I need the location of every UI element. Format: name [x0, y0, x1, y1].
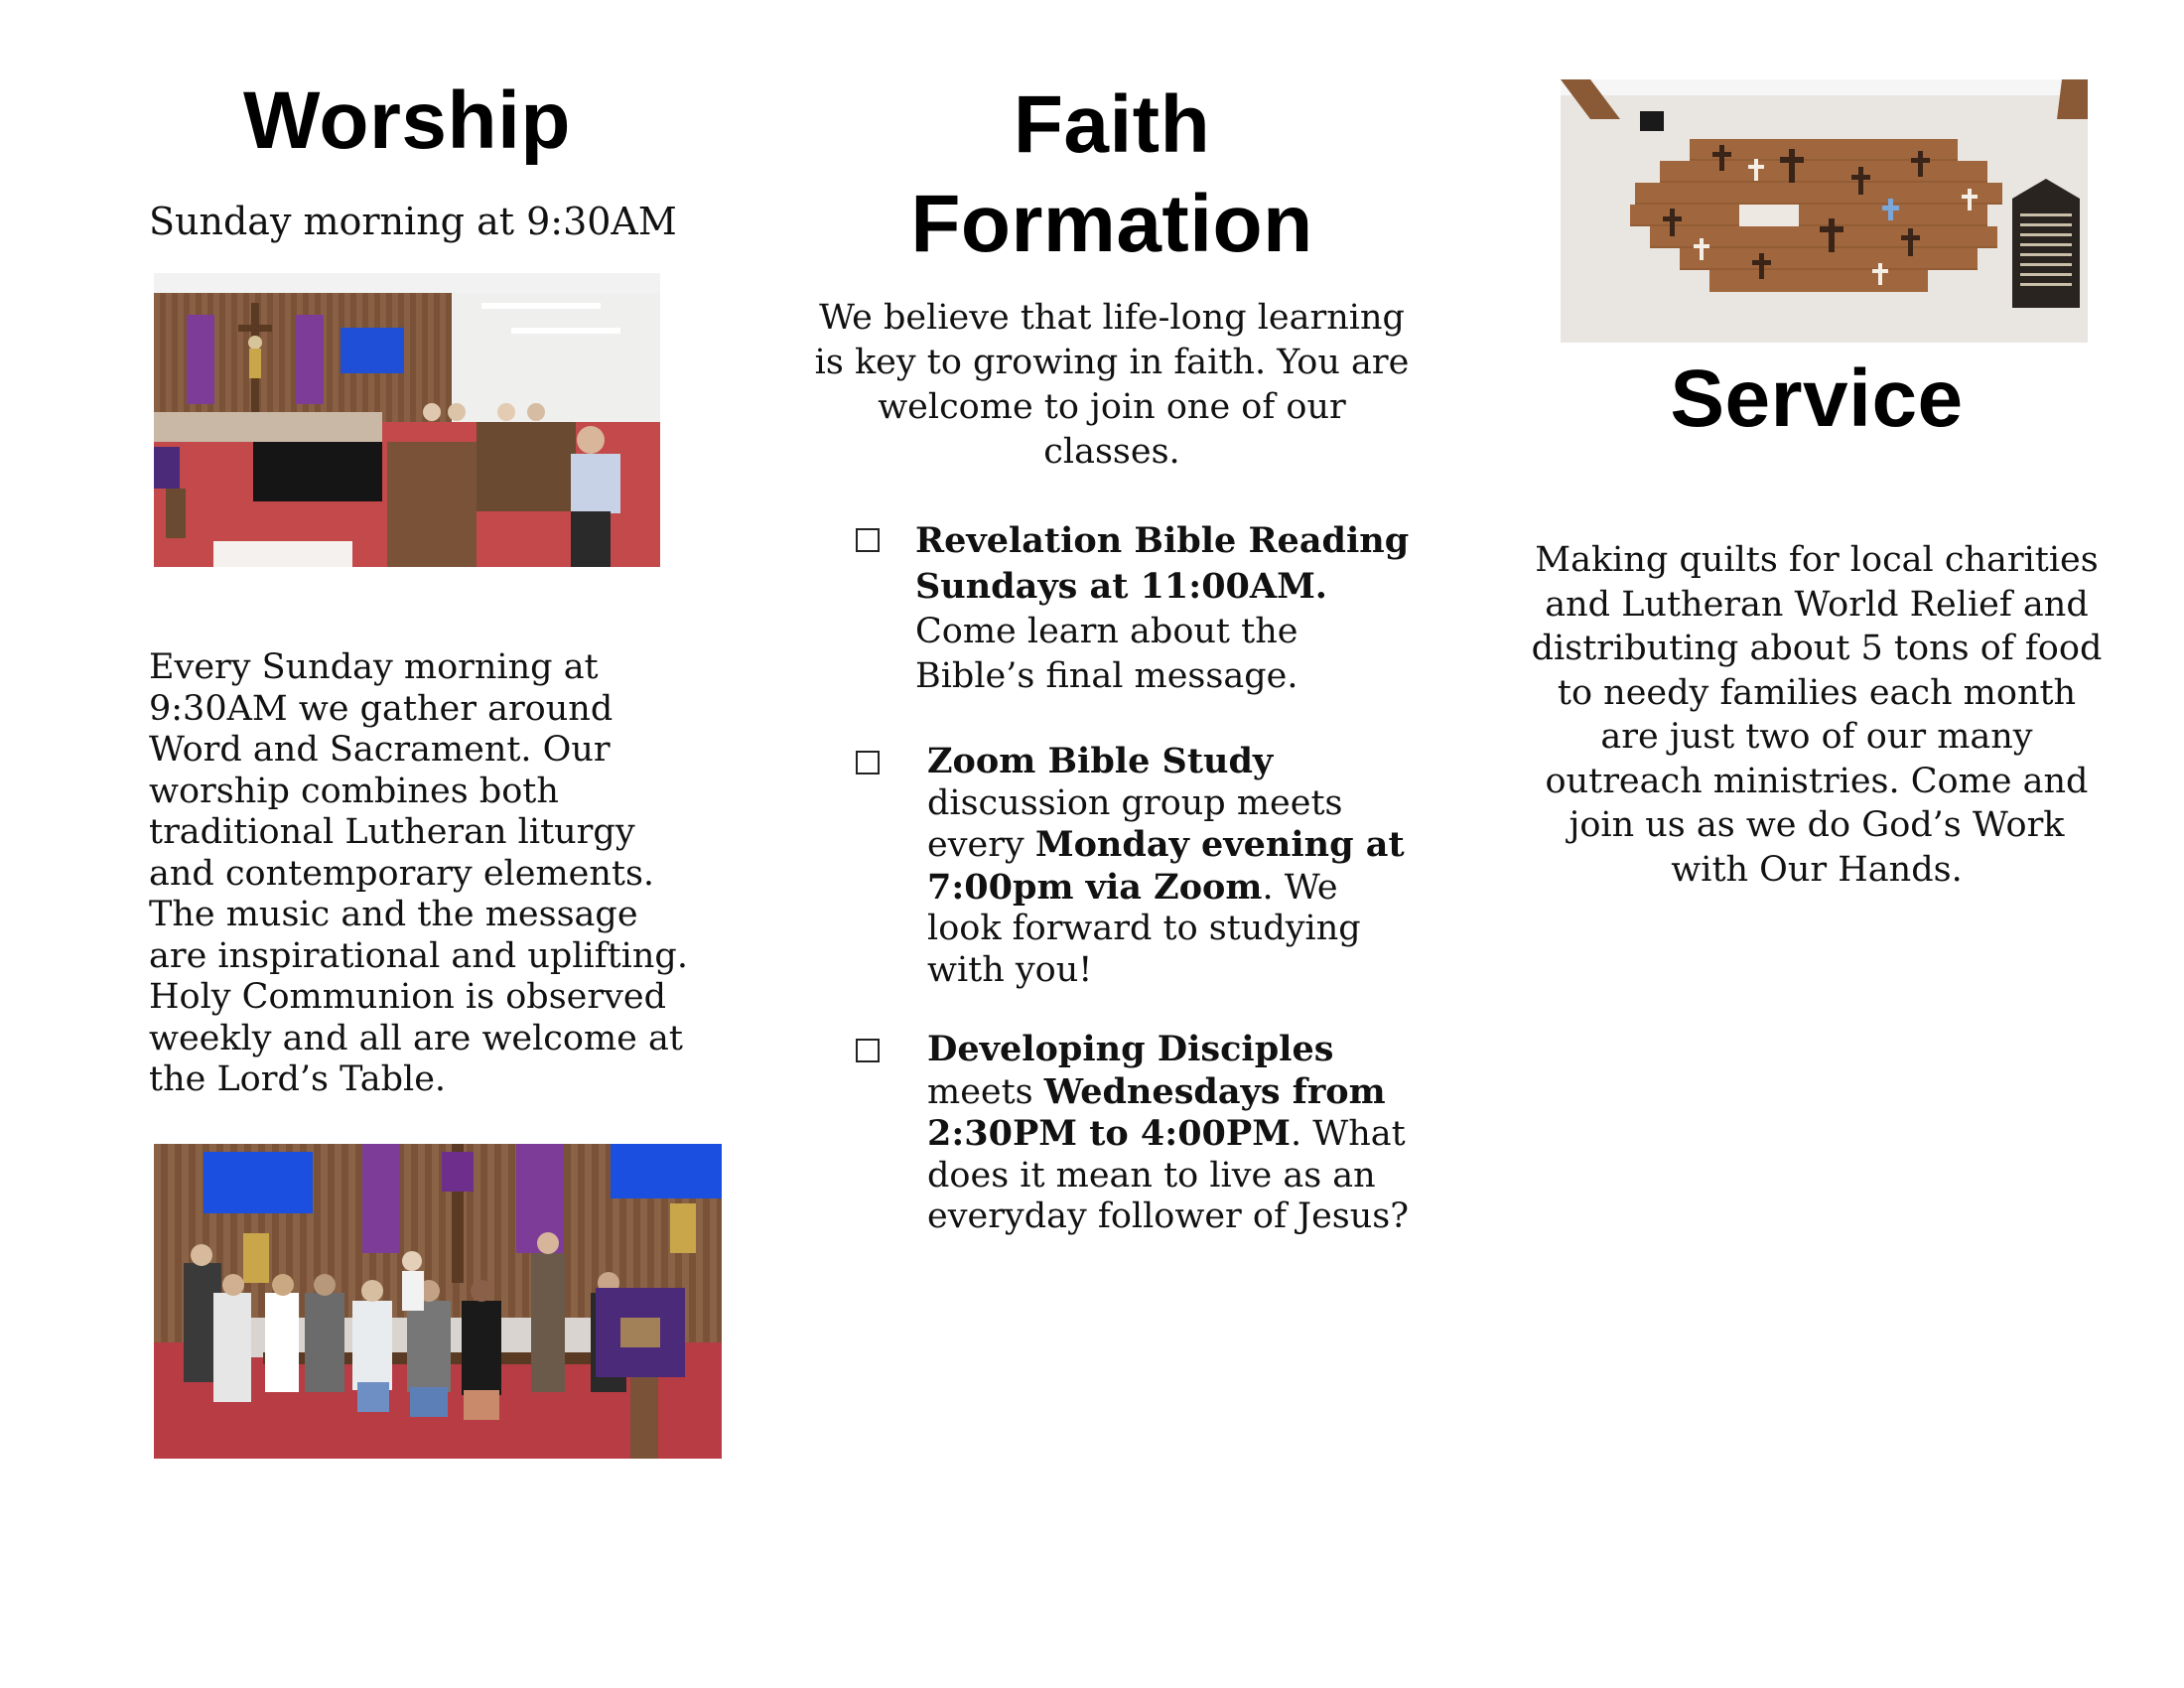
faith-formation-heading-line2: Formation — [910, 179, 1313, 269]
cross-wall-photo — [1561, 79, 2088, 343]
worship-heading: Worship — [243, 75, 571, 166]
class-schedule: Sundays at 11:00AM. — [915, 566, 1327, 607]
class-description: discussion group meets every — [927, 782, 1343, 865]
service-description: Making quilts for local charities and Lutheran World Relief and distributing about 5 tons of food to needy families each month are just two of our many outreach ministries. Come and join us as we do God’s Work with Our Hands. — [1531, 540, 2103, 890]
class-item-text — [927, 741, 1412, 991]
class-schedule: Monday evening at 7:00pm via Zoom — [927, 824, 1405, 908]
faith-formation-intro: We believe that life-long learning is key to growing in faith. You are welcome to join one of our classes. — [814, 298, 1410, 472]
communion-photo — [154, 1144, 722, 1459]
class-title: Developing Disciples — [927, 1029, 1334, 1069]
class-title: Zoom Bible Study — [927, 741, 1274, 781]
class-item-text — [927, 1029, 1414, 1238]
worship-time: Sunday morning at 9:30AM — [149, 200, 677, 243]
class-description: Come learn about the Bible’s final message. — [915, 612, 1298, 696]
class-description: meets — [927, 1071, 1033, 1112]
checkbox-icon[interactable] — [856, 528, 880, 552]
class-description-end: . We look forward to studying with you! — [927, 867, 1361, 990]
worship-description: Every Sunday morning at 9:30AM we gather around Word and Sacrament. Our worship combines both traditional Lutheran liturgy and contemporary elements. The music and the message are inspirational and uplifting. Holy Communion is observed weekly and all are welcome at the Lord’s Table. — [149, 647, 688, 1099]
class-description-end: . What does it mean to live as an everyday follower of Jesus? — [927, 1114, 1410, 1236]
checkbox-icon[interactable] — [856, 751, 880, 774]
worship-organ-photo — [154, 273, 660, 567]
faith-formation-heading — [794, 75, 1430, 274]
faith-formation-heading-line1: Faith — [1013, 79, 1211, 170]
class-schedule: Wednesdays from 2:30PM to 4:00PM — [927, 1070, 1386, 1154]
class-item-text — [915, 518, 1412, 699]
service-heading: Service — [1670, 353, 1964, 444]
class-title: Revelation Bible Reading — [915, 520, 1410, 561]
checkbox-icon[interactable] — [856, 1039, 880, 1062]
